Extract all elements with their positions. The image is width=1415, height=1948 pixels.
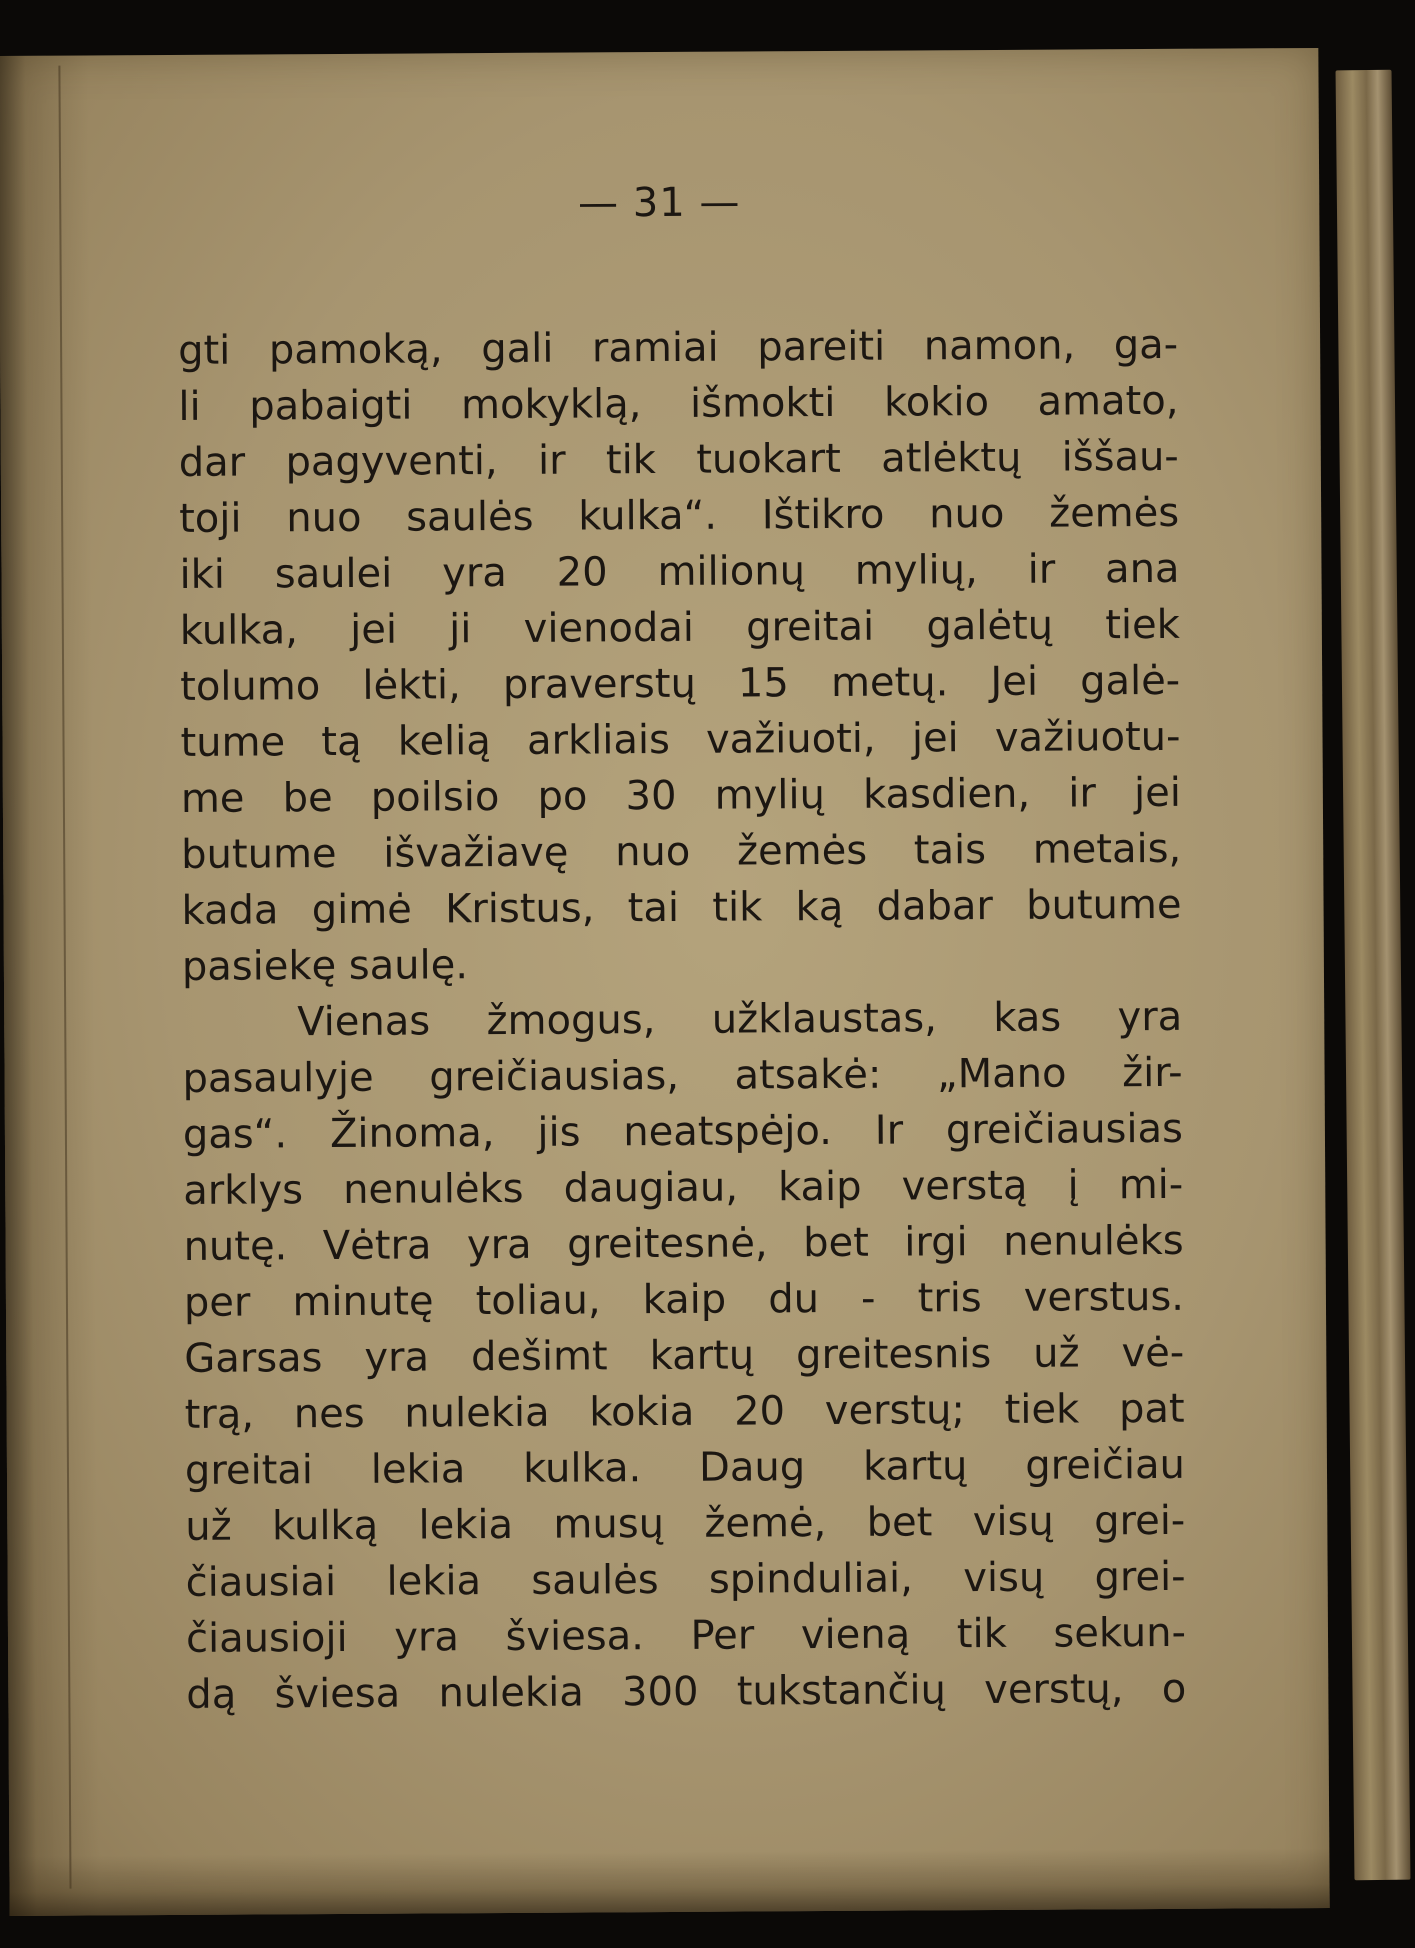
binding-shadow — [0, 55, 160, 1916]
page-number: — 31 — — [577, 179, 741, 227]
text-line: li pabaigti mokyklą, išmokti kokio amato, — [178, 377, 1179, 430]
text-line: toji nuo saulės kulka“. Ištikro nuo žemės — [179, 489, 1180, 542]
text-line: kada gimė Kristus, tai tik ką dabar butume — [181, 881, 1182, 934]
text-line: butume išvažiavę nuo žemės tais metais, — [181, 825, 1182, 878]
body-text — [178, 317, 1187, 1723]
text-line: kulka, jei ji vienodai greitai galėtų tiek — [179, 601, 1180, 654]
text-line: tolumo lėkti, praverstų 15 metų. Jei galė- — [180, 657, 1181, 710]
text-line: gas“. Žinoma, jis neatspėjo. Ir greičiausias — [182, 1105, 1184, 1158]
text-line: čiausiai lekia saulės spinduliai, visų grei- — [185, 1553, 1186, 1606]
text-line: greitai lekia kulka. Daug kartų greičiau — [184, 1441, 1186, 1494]
text-line: iki saulei yra 20 milionų mylių, ir ana — [179, 545, 1180, 598]
text-line: arklys nenulėks daugiau, kaip verstą į mi- — [183, 1161, 1184, 1214]
text-line: Garsas yra dešimt kartų greitesnis už vė- — [184, 1329, 1185, 1382]
book-page — [0, 48, 1330, 1916]
text-line: trą, nes nulekia kokia 20 verstų; tiek pat — [184, 1385, 1185, 1438]
text-line: čiausioji yra šviesa. Per vieną tik sekun- — [185, 1609, 1187, 1662]
text-line: dar pagyventi, ir tik tuokart atlėktų iššau- — [178, 433, 1179, 486]
text-line: me be poilsio po 30 mylių kasdien, ir jei — [180, 769, 1181, 822]
text-line: pasaulyje greičiausias, atsakė: „Mano žir- — [182, 1049, 1183, 1102]
text-line: dą šviesa nulekia 300 tukstančių verstų, o — [186, 1665, 1187, 1718]
text-line: tume tą kelią arkliais važiuoti, jei važiuotu- — [180, 713, 1181, 766]
text-line: pasiekę saulę. — [181, 942, 469, 990]
text-line: už kulką lekia musų žemė, bet visų grei- — [185, 1497, 1186, 1550]
text-line: per minutę toliau, kaip du - tris verstus. — [183, 1273, 1185, 1326]
text-line: Vienas žmogus, užklaustas, kas yra — [297, 993, 1183, 1046]
text-line: gti pamoką, gali ramiai pareiti namon, ga- — [177, 321, 1179, 374]
text-line: nutę. Vėtra yra greitesnė, bet irgi nenulėks — [183, 1217, 1184, 1270]
page-stack-edge — [1336, 70, 1411, 1880]
page-bottom-edge — [9, 1848, 1329, 1916]
